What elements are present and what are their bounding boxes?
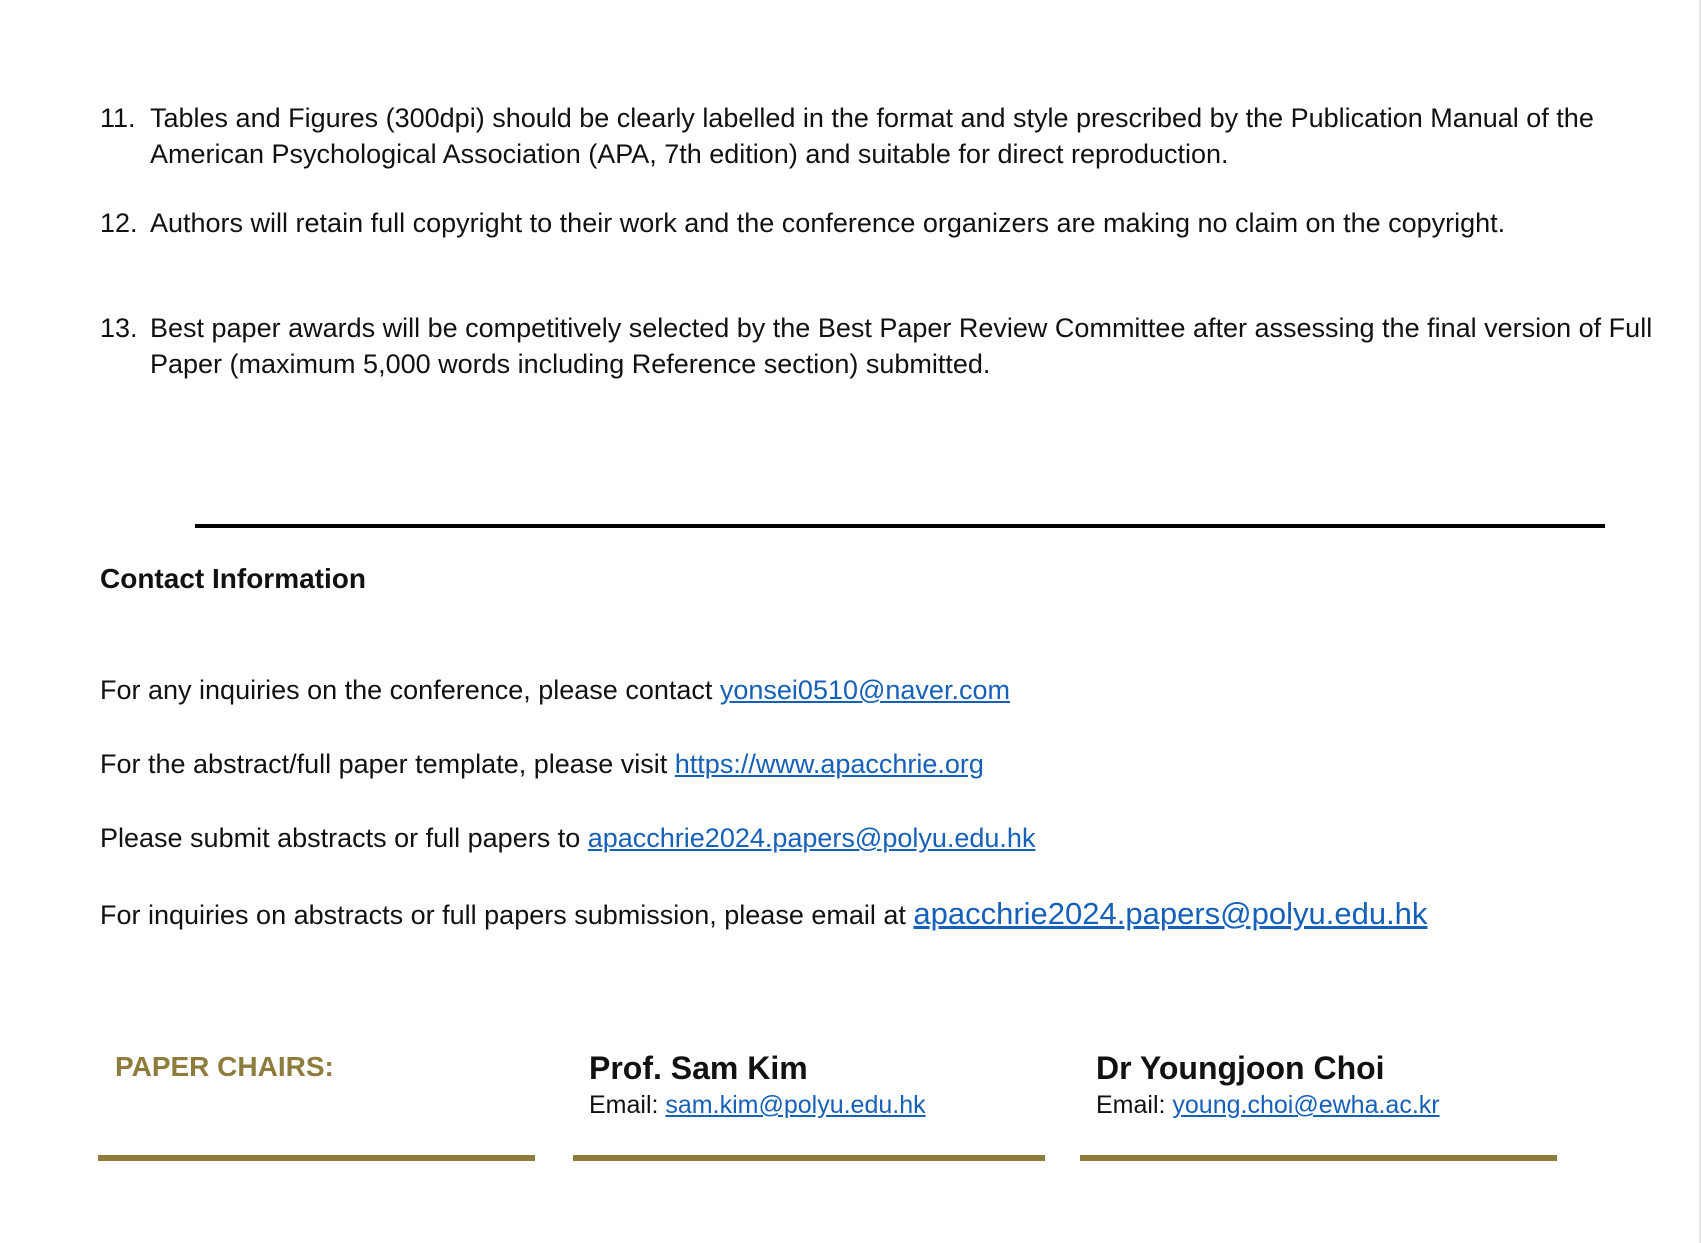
list-item-text: Tables and Figures (300dpi) should be clearly labelled in the format and style prescribed by the Publication Manual of the American Psychological Association (APA, 7th edition) and suitable for direct reproduction. (150, 103, 1594, 169)
template-website-link[interactable]: https://www.apacchrie.org (674, 749, 984, 779)
chair-email-line (1096, 1091, 1440, 1120)
inquiries-email-link[interactable]: apacchrie2024.papers@polyu.edu.hk (913, 896, 1428, 931)
list-item (100, 100, 1660, 172)
contact-line-text: Please submit abstracts or full papers to (100, 823, 588, 853)
chair-email-link[interactable]: sam.kim@polyu.edu.hk (665, 1091, 926, 1119)
contact-heading: Contact Information (100, 563, 366, 594)
chair-name: Dr Youngjoon Choi (1096, 1050, 1385, 1086)
paper-chairs-label: PAPER CHAIRS: (115, 1051, 334, 1082)
contact-line-conference (100, 675, 1010, 706)
contact-line-text: For the abstract/full paper template, please visit (100, 749, 675, 779)
contact-line-submit (100, 823, 1035, 854)
contact-line-inquiries (100, 896, 1427, 932)
email-label: Email: (1096, 1091, 1173, 1119)
list-item-text: Authors will retain full copyright to their work and the conference organizers are making no claim on the copyright. (150, 208, 1506, 238)
chair-email-line (589, 1091, 926, 1120)
email-label: Email: (589, 1091, 666, 1119)
section-divider (195, 524, 1605, 528)
chair-divider (573, 1155, 1045, 1161)
list-item-text: Best paper awards will be competitively selected by the Best Paper Review Committee after assessing the final version of Full Paper (maximum 5,000 words including Reference section) submitted. (150, 313, 1653, 379)
submission-email-link[interactable]: apacchrie2024.papers@polyu.edu.hk (587, 823, 1036, 853)
conference-email-link[interactable]: yonsei0510@naver.com (719, 675, 1010, 705)
list-item (100, 310, 1660, 382)
chair-divider (98, 1155, 535, 1161)
chair-name: Prof. Sam Kim (589, 1050, 808, 1086)
list-item-number: 11. (100, 103, 136, 133)
contact-line-text: For any inquiries on the conference, please contact (100, 675, 720, 705)
contact-line-template (100, 749, 984, 780)
list-item-number: 13. (100, 313, 138, 343)
list-item (100, 205, 1660, 241)
chair-email-link[interactable]: young.choi@ewha.ac.kr (1172, 1091, 1440, 1119)
chair-divider (1080, 1155, 1557, 1161)
contact-line-text: For inquiries on abstracts or full papers submission, please email at (100, 900, 914, 930)
list-item-number: 12. (100, 208, 138, 238)
